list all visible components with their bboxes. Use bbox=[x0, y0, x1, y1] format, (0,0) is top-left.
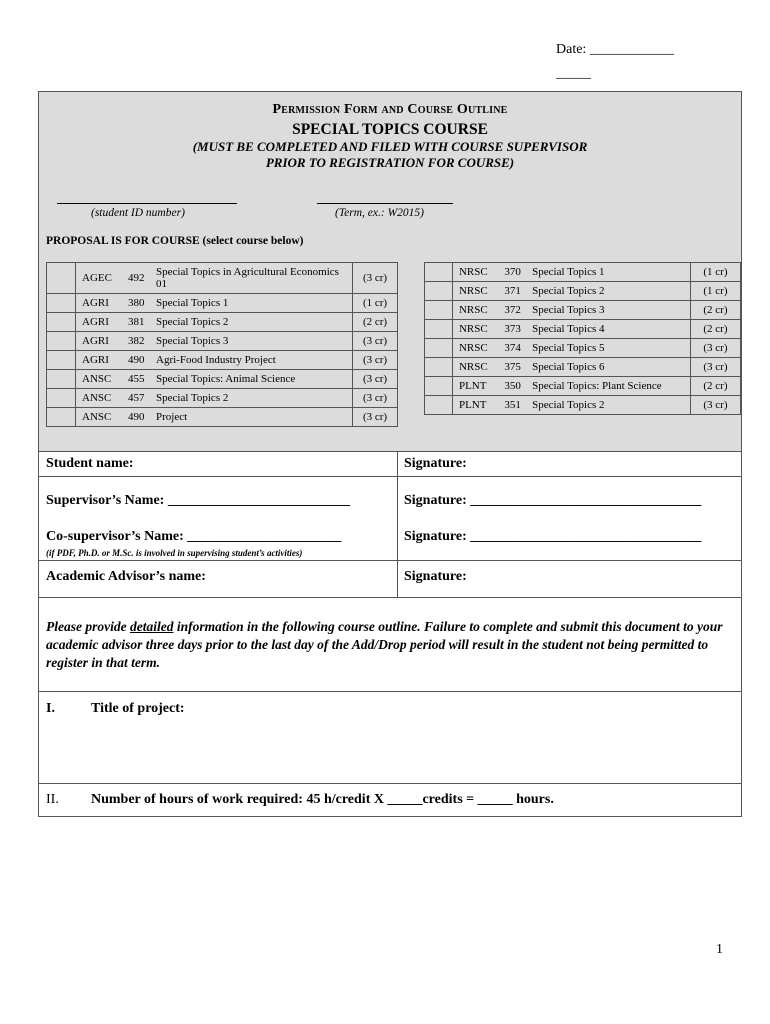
course-row[interactable] bbox=[425, 320, 741, 339]
course-code: ANSC bbox=[76, 370, 126, 389]
course-title: Special Topics 2 bbox=[529, 282, 690, 301]
form-instruction-line1: (MUST BE COMPLETED AND FILED WITH COURSE SUPERVISOR bbox=[192, 139, 588, 154]
course-table-right bbox=[424, 262, 741, 415]
course-credits: (3 cr) bbox=[353, 332, 398, 351]
course-select-checkbox[interactable] bbox=[425, 301, 453, 320]
course-number: 380 bbox=[125, 294, 153, 313]
permission-form bbox=[38, 91, 742, 817]
course-title: Special Topics 6 bbox=[529, 358, 690, 377]
course-title: Special Topics: Animal Science bbox=[153, 370, 353, 389]
course-select-checkbox[interactable] bbox=[425, 320, 453, 339]
course-code: NRSC bbox=[452, 301, 501, 320]
course-code: AGEC bbox=[76, 263, 126, 294]
cosupervisor-signature-field[interactable]: Signature: _________________________________ bbox=[404, 529, 702, 544]
course-row[interactable] bbox=[47, 263, 398, 294]
course-code: PLNT bbox=[452, 377, 501, 396]
section-2-title: Number of hours of work required: 45 h/credit X _____credits = _____ hours. bbox=[91, 792, 554, 807]
course-row[interactable] bbox=[425, 263, 741, 282]
course-title: Special Topics 3 bbox=[153, 332, 353, 351]
course-credits: (3 cr) bbox=[353, 408, 398, 427]
course-select-checkbox[interactable] bbox=[47, 408, 76, 427]
course-credits: (3 cr) bbox=[690, 396, 740, 415]
course-title: Special Topics 1 bbox=[153, 294, 353, 313]
page-number: 1 bbox=[716, 942, 723, 957]
term-line[interactable] bbox=[317, 203, 453, 204]
supervisor-name-field[interactable]: Supervisor’s Name: __________________________ bbox=[46, 493, 350, 508]
course-code: ANSC bbox=[76, 408, 126, 427]
course-row[interactable] bbox=[47, 294, 398, 313]
course-select-checkbox[interactable] bbox=[47, 263, 76, 294]
course-select-checkbox[interactable] bbox=[425, 263, 453, 282]
date-blank-continued: _____ bbox=[556, 66, 591, 81]
course-row[interactable] bbox=[425, 396, 741, 415]
course-number: 373 bbox=[501, 320, 529, 339]
divider bbox=[39, 597, 741, 598]
course-code: NRSC bbox=[452, 320, 501, 339]
course-title: Special Topics 1 bbox=[529, 263, 690, 282]
course-row[interactable] bbox=[425, 301, 741, 320]
column-divider bbox=[397, 451, 398, 598]
term-caption: (Term, ex.: W2015) bbox=[335, 207, 425, 219]
course-select-checkbox[interactable] bbox=[425, 396, 453, 415]
advisor-name-field[interactable] bbox=[46, 569, 206, 585]
section-2-number: II. bbox=[46, 792, 59, 807]
course-credits: (2 cr) bbox=[690, 301, 740, 320]
section-1-number: I. bbox=[46, 701, 55, 716]
course-credits: (1 cr) bbox=[690, 263, 740, 282]
instructions-emphasis: detailed bbox=[129, 619, 174, 634]
advisor-signature-field[interactable]: Signature: bbox=[404, 569, 467, 584]
proposal-label: PROPOSAL IS FOR COURSE (select course below) bbox=[46, 235, 304, 247]
course-credits: (2 cr) bbox=[353, 313, 398, 332]
course-number: 381 bbox=[125, 313, 153, 332]
divider bbox=[39, 476, 741, 477]
course-select-checkbox[interactable] bbox=[47, 313, 76, 332]
course-selection-section bbox=[39, 92, 741, 451]
date-blank: ____________ bbox=[589, 42, 674, 57]
course-row[interactable] bbox=[47, 389, 398, 408]
course-select-checkbox[interactable] bbox=[47, 332, 76, 351]
student-id-caption: (student ID number) bbox=[91, 207, 185, 219]
course-row[interactable] bbox=[425, 377, 741, 396]
course-code: AGRI bbox=[76, 294, 126, 313]
course-number: 455 bbox=[125, 370, 153, 389]
course-table-left bbox=[46, 262, 398, 427]
course-select-checkbox[interactable] bbox=[47, 294, 76, 313]
form-subtitle: SPECIAL TOPICS COURSE bbox=[292, 121, 488, 138]
course-title: Special Topics 2 bbox=[153, 389, 353, 408]
advisor-name-label: Academic Advisor’s name: bbox=[46, 569, 206, 584]
cosupervisor-name-field[interactable]: Co-supervisor’s Name: ______________________ bbox=[46, 529, 342, 544]
divider bbox=[39, 451, 741, 452]
course-code: AGRI bbox=[76, 351, 126, 370]
course-title: Special Topics 2 bbox=[153, 313, 353, 332]
course-number: 492 bbox=[125, 263, 153, 294]
course-title: Special Topics 2 bbox=[529, 396, 690, 415]
course-number: 372 bbox=[501, 301, 529, 320]
course-row[interactable] bbox=[47, 408, 398, 427]
course-number: 490 bbox=[125, 408, 153, 427]
course-select-checkbox[interactable] bbox=[425, 377, 453, 396]
course-select-checkbox[interactable] bbox=[47, 389, 76, 408]
student-id-line[interactable] bbox=[57, 203, 237, 204]
course-code: AGRI bbox=[76, 313, 126, 332]
course-credits: (2 cr) bbox=[690, 377, 740, 396]
divider bbox=[39, 783, 741, 784]
course-row[interactable] bbox=[425, 282, 741, 301]
divider bbox=[39, 691, 741, 692]
course-row[interactable] bbox=[47, 351, 398, 370]
course-code: NRSC bbox=[452, 263, 501, 282]
course-number: 374 bbox=[501, 339, 529, 358]
course-credits: (1 cr) bbox=[690, 282, 740, 301]
course-credits: (3 cr) bbox=[353, 263, 398, 294]
course-title: Agri-Food Industry Project bbox=[153, 351, 353, 370]
course-select-checkbox[interactable] bbox=[425, 282, 453, 301]
course-code: ANSC bbox=[76, 389, 126, 408]
course-number: 490 bbox=[125, 351, 153, 370]
course-title: Special Topics 5 bbox=[529, 339, 690, 358]
date-field[interactable] bbox=[556, 38, 706, 86]
course-number: 375 bbox=[501, 358, 529, 377]
course-credits: (3 cr) bbox=[353, 389, 398, 408]
supervisor-signature-field[interactable]: Signature: _________________________________ bbox=[404, 493, 702, 508]
course-number: 457 bbox=[125, 389, 153, 408]
cosupervisor-note: (if PDF, Ph.D. or M.Sc. is involved in supervising student’s activities) bbox=[46, 548, 303, 558]
course-credits: (3 cr) bbox=[690, 339, 740, 358]
course-code: PLNT bbox=[452, 396, 501, 415]
course-code: NRSC bbox=[452, 358, 501, 377]
course-row[interactable] bbox=[47, 313, 398, 332]
course-number: 370 bbox=[501, 263, 529, 282]
course-credits: (3 cr) bbox=[690, 358, 740, 377]
course-title: Special Topics in Agricultural Economics 01 bbox=[153, 263, 353, 294]
course-credits: (3 cr) bbox=[353, 351, 398, 370]
course-select-checkbox[interactable] bbox=[47, 370, 76, 389]
instructions-text-start: Please provide bbox=[46, 619, 130, 634]
course-title: Special Topics 4 bbox=[529, 320, 690, 339]
course-select-checkbox[interactable] bbox=[425, 339, 453, 358]
course-code: NRSC bbox=[452, 282, 501, 301]
divider bbox=[39, 560, 741, 561]
course-row[interactable] bbox=[47, 332, 398, 351]
course-number: 351 bbox=[501, 396, 529, 415]
course-credits: (3 cr) bbox=[353, 370, 398, 389]
course-code: AGRI bbox=[76, 332, 126, 351]
course-credits: (2 cr) bbox=[690, 320, 740, 339]
course-number: 371 bbox=[501, 282, 529, 301]
course-title: Special Topics 3 bbox=[529, 301, 690, 320]
course-title: Project bbox=[153, 408, 353, 427]
outline-instructions bbox=[46, 618, 736, 672]
course-title: Special Topics: Plant Science bbox=[529, 377, 690, 396]
course-row[interactable] bbox=[47, 370, 398, 389]
form-title: Permission Form and Course Outline bbox=[272, 102, 508, 117]
course-code: NRSC bbox=[452, 339, 501, 358]
course-select-checkbox[interactable] bbox=[47, 351, 76, 370]
course-row[interactable] bbox=[425, 358, 741, 377]
course-select-checkbox[interactable] bbox=[425, 358, 453, 377]
course-number: 350 bbox=[501, 377, 529, 396]
date-label: Date: bbox=[556, 42, 587, 57]
course-credits: (1 cr) bbox=[353, 294, 398, 313]
course-row[interactable] bbox=[425, 339, 741, 358]
instructions-text-end: information in the following course outline. Failure to complete and submit this document to your academic advisor three days prior to the last day of the Add/Drop period will result in the student not being permitted to register in that term. bbox=[46, 619, 723, 670]
section-1-title: Title of project: bbox=[91, 701, 185, 716]
course-number: 382 bbox=[125, 332, 153, 351]
student-name-field[interactable]: Student name: bbox=[46, 456, 134, 471]
student-signature-field[interactable]: Signature: bbox=[404, 456, 467, 471]
form-instruction-line2: PRIOR TO REGISTRATION FOR COURSE) bbox=[265, 155, 515, 170]
